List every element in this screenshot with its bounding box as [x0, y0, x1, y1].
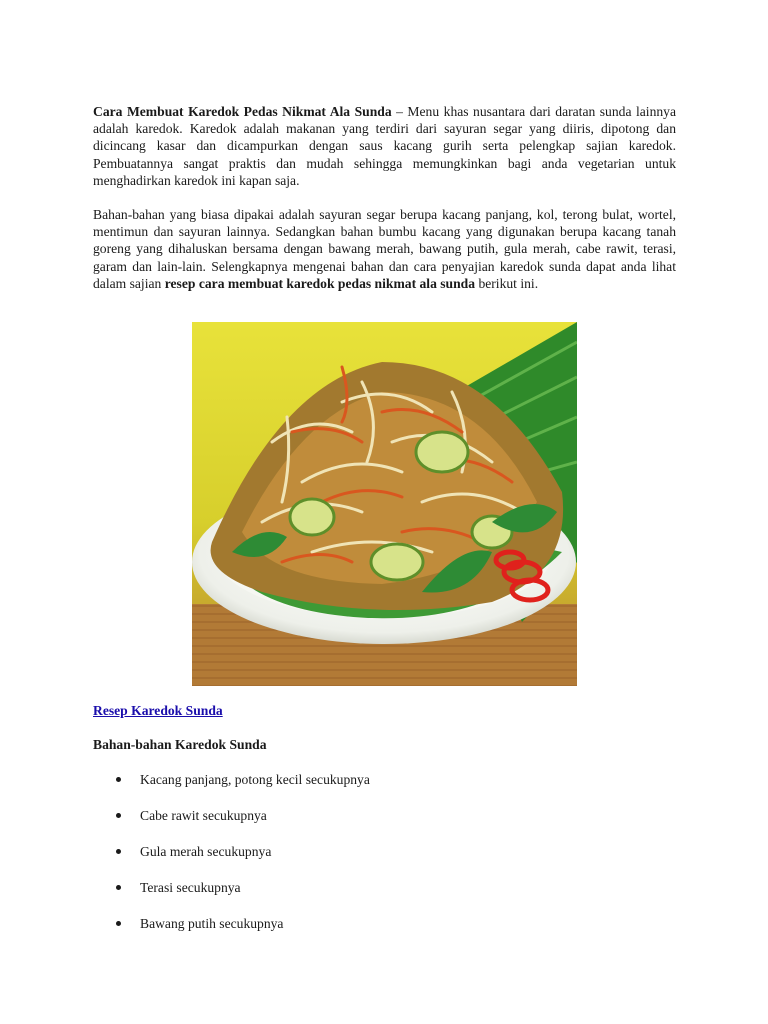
intro-paragraph — [93, 103, 676, 189]
bullet-icon — [116, 849, 121, 854]
ingredients-intro-bold: resep cara membuat karedok pedas nikmat ala sunda — [164, 275, 476, 291]
ingredients-intro-end: berikut ini. — [475, 275, 539, 291]
article-body — [93, 103, 676, 292]
intro-title: Cara Membuat Karedok Pedas Nikmat Ala Sunda — [93, 104, 392, 119]
list-item-text: Terasi secukupnya — [140, 880, 241, 895]
ingredients-list — [116, 771, 370, 951]
list-item-text: Kacang panjang, potong kecil secukupnya — [140, 772, 370, 787]
list-item — [116, 771, 370, 788]
list-item — [116, 879, 370, 896]
ingredients-intro-text: Bahan-bahan yang biasa dipakai adalah sayuran segar berupa kacang panjang, kol, terong bulat, wortel, mentimun dan sayuran lainnya. Sedangkan bahan bumbu kacang yang digunakan berupa kacang tanah goreng yang dihaluskan bersama dengan bawang merah, bawang putih, gula merah, cabe rawit, terasi, garam dan lain-lain. Selengkapnya mengenai bahan dan cara penyajian karedok sunda dapat anda lihat dalam sajian — [93, 207, 676, 291]
list-item-text: Bawang putih secukupnya — [140, 916, 284, 931]
list-item — [116, 843, 370, 860]
list-item — [116, 807, 370, 824]
list-item — [116, 915, 370, 932]
bullet-icon — [116, 813, 121, 818]
bullet-icon — [116, 777, 121, 782]
intro-text: – Menu khas nusantara dari daratan sunda lainnya adalah karedok. Karedok adalah makanan yang terdiri dari sayuran segar yang diiris, dipotong dan dicincang kasar dan dicampurkan dengan saus kacang gurih serta pelengkap sajian karedok. Pembuatannya sangat praktis dan mudah sehingga memungkinkan bagi anda vegetarian untuk menghadirkan karedok ini kapan saja. — [93, 104, 676, 188]
bullet-icon — [116, 885, 121, 890]
ingredients-intro-paragraph — [93, 206, 676, 292]
bullet-icon — [116, 921, 121, 926]
karedok-photo — [192, 322, 577, 686]
list-item-text: Cabe rawit secukupnya — [140, 808, 267, 823]
ingredients-heading: Bahan-bahan Karedok Sunda — [93, 737, 267, 752]
list-item-text: Gula merah secukupnya — [140, 844, 272, 859]
recipe-link[interactable]: Resep Karedok Sunda — [93, 703, 223, 718]
karedok-photo-illustration — [192, 322, 577, 686]
